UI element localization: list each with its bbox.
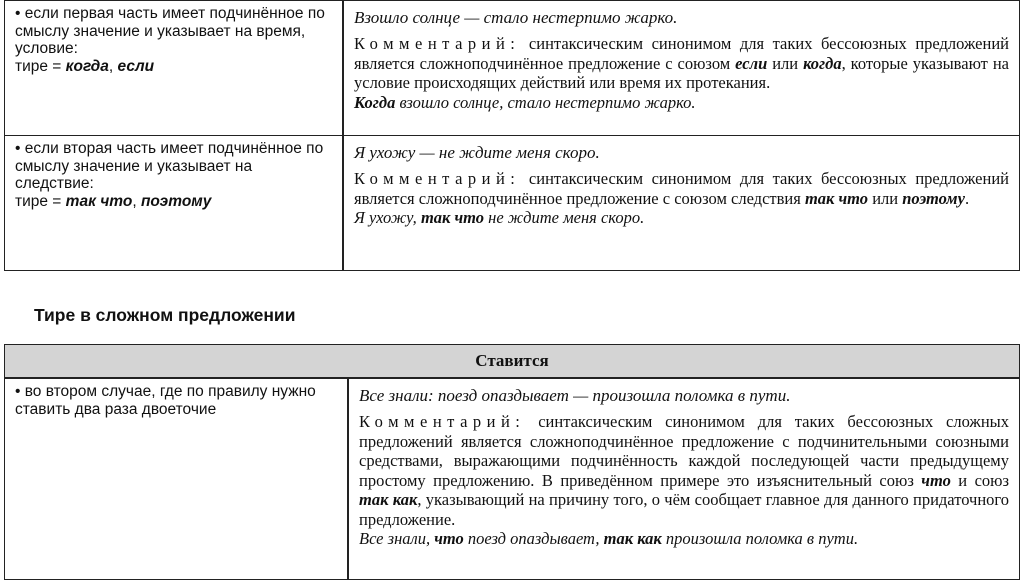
commentary-text: синтаксическим синонимом для таких бессоюзных предложений является сложноподчинённое предложение с союзом [354,34,1009,73]
commentary-label: Комментарий: [354,34,521,53]
conjunction: когда [803,53,842,73]
example-cell [343,1,1020,136]
conjunction: Когда [354,92,396,112]
commentary-text: и союз [950,470,1009,490]
conjunction: когда [65,57,109,75]
table-header-row [5,345,1020,379]
commentary [354,169,1009,228]
transformed-example [354,208,644,227]
rules-table-top [4,0,1020,271]
example-cell [343,136,1020,271]
commentary-text: , которые указывают на условие происходящих действий или время их протекания. [354,53,1009,92]
commentary [359,412,1009,549]
rules-table-bottom [4,344,1020,580]
conjunction: поэтому [140,192,212,210]
commentary-text: , указывающий на причину того, о чём сообщает главное для данного придаточного предложение. [359,490,1010,529]
rule-description: во втором случае, где по правилу нужно ставить два раза двоеточие [15,383,316,418]
rule-text [15,5,332,75]
conjunction: что [921,470,951,490]
rule-text [15,383,337,418]
dash-prefix: тире = [15,192,66,210]
transformed-example [359,529,858,548]
bullet: • [15,5,21,22]
table-row [5,378,1020,580]
conjunction: так как [603,529,662,548]
conjunction: так что [420,208,485,227]
bullet: • [15,383,21,400]
commentary-text: синтаксическим синонимом для таких бессоюзных сложных предложений является сложноподчинённое предложение с подчинительными союзными средствами, выражающими подчинённость каждой последующей части предыдущему простому предложению. В приведённом примере это изъяснительный союз [359,412,1009,490]
rule-cell [5,378,349,580]
bullet: • [15,140,21,157]
conjunction: если [117,57,155,75]
conjunction: что [434,529,464,548]
example-sentence: Я ухожу — не ждите меня скоро. [354,143,600,162]
example-text: взошло солнце, стало нестерпимо жарко. [395,92,696,112]
conjunction: если [735,53,768,73]
transformed-example [354,93,696,112]
rule-cell [5,1,344,136]
table-row [5,1,1020,136]
example-text: Я ухожу, [354,208,421,227]
conjunction: поэтому [902,188,965,208]
example-sentence: Взошло солнце — стало нестерпимо жарко. [354,8,678,27]
section-heading: Тире в сложном предложении [34,305,296,325]
commentary-text: . [964,188,970,208]
conjunction: так что [65,192,133,210]
rule-description: если вторая часть имеет подчинённое по смыслу значение и указывает на следствие: [15,140,324,192]
rule-description: если первая часть имеет подчинённое по смыслу значение и указывает на время, условие: [15,5,325,57]
example-cell [348,378,1020,580]
commentary-label: Комментарий: [359,412,526,431]
table-header: Ставится [5,345,1020,379]
rule-cell [5,136,344,271]
example-text: произошла поломка в пути. [661,529,859,548]
conjunction: так что [804,188,869,208]
dash-prefix: тире = [15,57,66,75]
conjunction: так как [359,490,418,509]
example-text: поезд опаздывает, [463,529,604,548]
example-sentence: Все знали: поезд опаздывает — произошла поломка в пути. [359,386,791,405]
separator: , [132,192,141,210]
table-row [5,136,1020,271]
commentary-label: Комментарий: [354,169,521,188]
commentary-text: или [767,53,804,73]
rule-text [15,140,332,210]
example-text: не ждите меня скоро. [484,208,645,227]
commentary [354,34,1009,112]
commentary-text: синтаксическим синонимом для таких бессоюзных предложений является сложноподчинённое предложение с союзом следствия [354,169,1009,208]
example-text: Все знали, [359,529,435,548]
commentary-text: или [868,188,903,208]
separator: , [108,57,118,75]
